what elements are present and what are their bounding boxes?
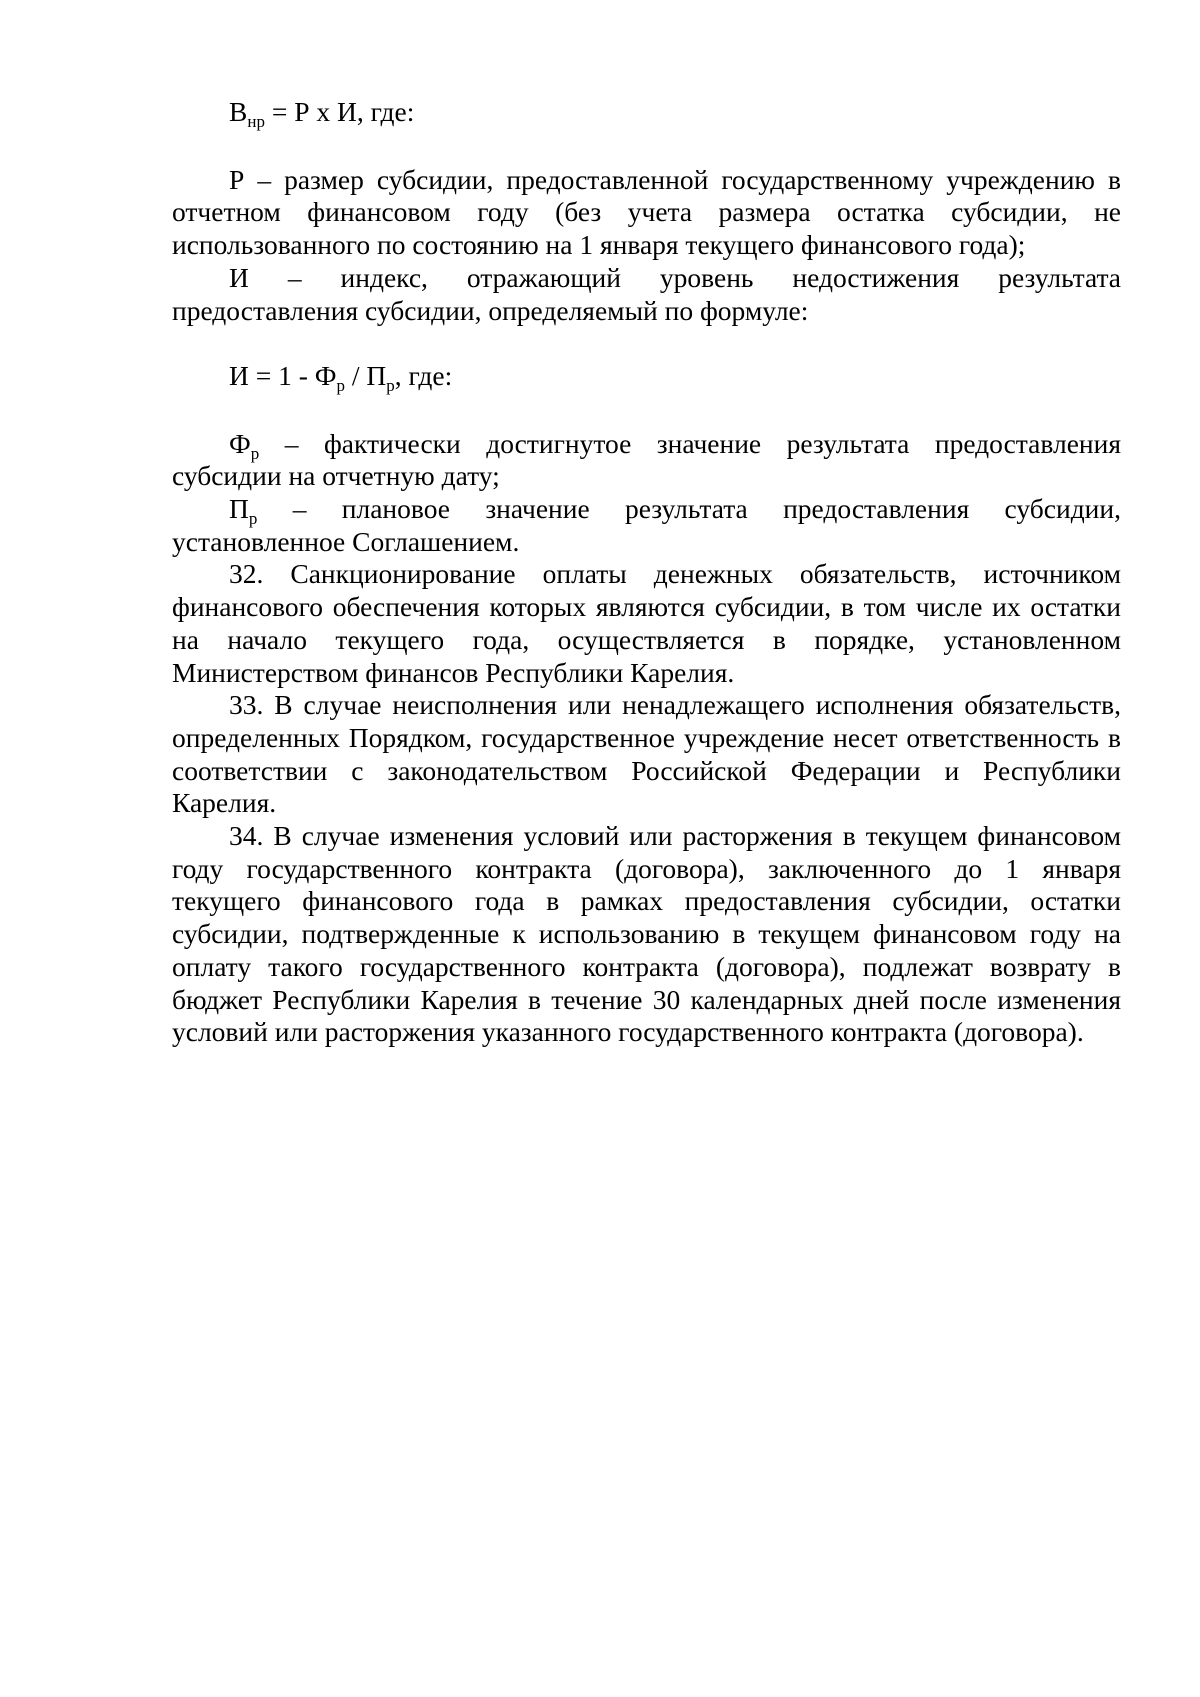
formula-index-part1: И = 1 - Ф: [229, 359, 337, 391]
document-page: [172, 96, 1121, 1049]
paragraph-f-definition: [172, 428, 1121, 493]
formula-index-sub1: р: [336, 375, 346, 395]
f-symbol-subscript: р: [250, 443, 260, 463]
formula-vnr-subscript: нр: [247, 112, 265, 131]
formula-vnr-rhs: = Р х И, где:: [264, 96, 415, 127]
p-symbol: П: [229, 493, 249, 525]
formula-index: [172, 360, 1121, 393]
paragraph-p-definition: [172, 493, 1121, 558]
spacer: [172, 393, 1121, 428]
paragraph-32: 32. Санкционирование оплаты денежных обязательств, источником финансового обеспечения которых являются субсидии, в том числе их остатки на начало текущего года, осуществляется в порядке, установленном Министерством финансов Республики Карелия.: [172, 558, 1121, 688]
formula-vnr-base: В: [229, 96, 248, 127]
p-symbol-subscript: р: [248, 509, 258, 529]
f-symbol: Ф: [229, 427, 251, 459]
formula-index-part3: , где:: [394, 359, 453, 391]
formula-vnr: [172, 96, 1121, 129]
p-definition-text: – плановое значение результата предоставления субсидии, установленное Соглашением.: [172, 493, 1121, 557]
spacer: [172, 327, 1121, 360]
paragraph-33: 33. В случае неисполнения или ненадлежащего исполнения обязательств, определенных Порядком, государственное учреждение несет ответственность в соответствии с законодательством Российской Федерации и Республики Карелия.: [172, 689, 1121, 819]
formula-index-sub2: р: [386, 375, 395, 395]
spacer: [172, 129, 1121, 164]
paragraph-i-definition: И – индекс, отражающий уровень недостижения результата предоставления субсидии, определяемый по формуле:: [172, 261, 1121, 326]
formula-index-part2: / П: [345, 359, 387, 391]
paragraph-r-definition: Р – размер субсидии, предоставленной государственному учреждению в отчетном финансовом году (без учета размера остатка субсидии, не использованного по состоянию на 1 января текущего финансового года);: [172, 163, 1121, 261]
paragraph-34: 34. В случае изменения условий или расторжения в текущем финансовом году государственного контракта (договора), заключенного до 1 января текущего финансового года в рамках предоставления субсидии, остатки субсидии, подтвержденные к использованию в текущем финансовом году на оплату такого государственного контракта (договора), подлежат возврату в бюджет Республики Карелия в течение 30 календарных дней после изменения условий или расторжения указанного государственного контракта (договора).: [172, 820, 1121, 1048]
f-definition-text: – фактически достигнутое значение результата предоставления субсидии на отчетную дату;: [172, 427, 1121, 492]
